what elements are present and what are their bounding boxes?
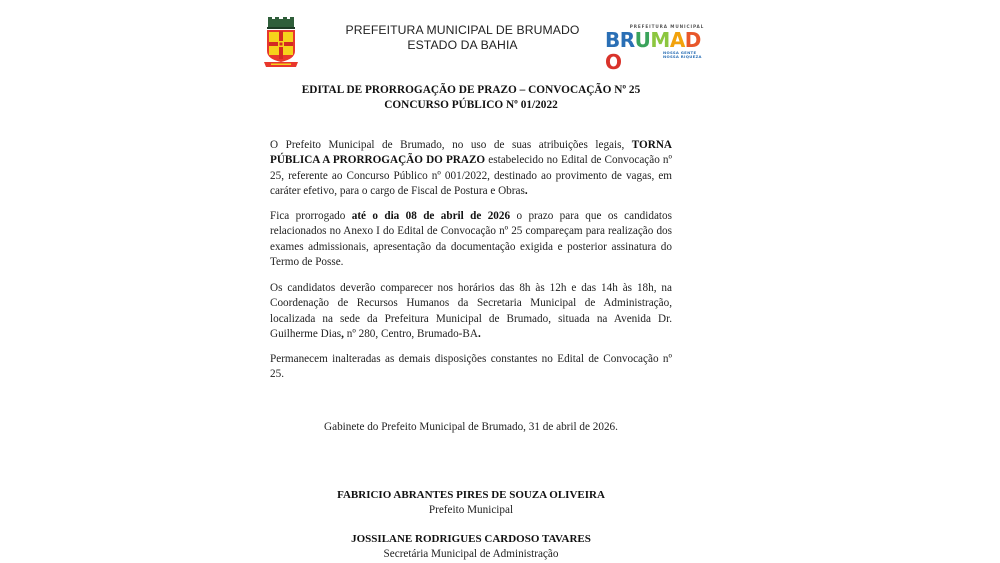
brand-letter: D [684, 28, 701, 52]
brand-tagline [663, 51, 713, 60]
text: o prazo para que os candidatos relacionados no Anexo I do Edital de Convocação nº 25 compareçam para realização dos exames admissionais, apresentação da documentação exigida e posterior assinatura do Termo de Posse. [270, 210, 672, 268]
brand-letter: A [669, 28, 685, 52]
bold-text: , [341, 327, 344, 340]
signatory-role: Prefeito Municipal [428, 503, 514, 516]
text: O Prefeito Municipal de Brumado, no uso de suas atribuições legais, [270, 139, 632, 151]
brand-letter: U [634, 28, 651, 52]
paragraph-deadline [270, 209, 672, 270]
text: nº 280, Centro, Brumado-BA [343, 327, 478, 340]
paragraph-location [270, 281, 672, 342]
tagline-line: NOSSA RIQUEZA [663, 54, 702, 60]
letterhead [330, 23, 595, 53]
brand-letter: M [650, 28, 670, 52]
brand-top-label: PREFEITURA MUNICIPAL [629, 24, 705, 29]
paragraph-announcement [270, 138, 672, 199]
signatory-role: Secretária Municipal de Administração [383, 547, 559, 560]
signature-block-secretary [270, 532, 672, 561]
text: Permanecem inalteradas as demais disposições constantes no Edital de Convocação nº 25. [270, 353, 672, 381]
tagline-line: NOSSA GENTE [663, 50, 697, 55]
signatory-name: FABRICIO ABRANTES PIRES DE SOUZA OLIVEIRA [337, 489, 605, 501]
signatory-name: JOSSILANE RODRIGUES CARDOSO TAVARES [351, 533, 591, 545]
brumado-brand-logo [605, 24, 711, 74]
bold-text: . [524, 184, 528, 197]
paragraph-provisions [270, 352, 672, 383]
brand-letter: O [605, 50, 622, 74]
text: Os candidatos deverão comparecer nos horários das 8h às 12h e das 14h às 18h, na Coordenação de Recursos Humanos da Secretaria Municipal de Administração, localizada na sede da Prefeitura Municipal de Brumado, situada na Avenida Dr. Guilherme Dias [270, 282, 672, 340]
bold-text: . [477, 327, 481, 340]
text: Fica prorrogado [270, 210, 352, 222]
title-line-1: EDITAL DE PRORROGAÇÃO DE PRAZO – CONVOCAÇÃO Nº 25 [301, 84, 641, 96]
document-title [270, 83, 672, 113]
municipal-coat-of-arms-icon [263, 17, 299, 69]
closing-date-line: Gabinete do Prefeito Municipal de Brumado, 31 de abril de 2026. [324, 421, 618, 433]
brand-letter: R [619, 28, 635, 52]
brand-letter: B [605, 28, 620, 52]
title-line-2: CONCURSO PÚBLICO Nº 01/2022 [384, 99, 558, 111]
signature-block-mayor [270, 488, 672, 517]
deadline-date: até o dia 08 de abril de 2026 [351, 210, 511, 222]
text: estabelecido no Edital de Convocação nº 25, referente ao Concurso Público nº 001/2022, destinado ao provimento de vagas, em caráter efetivo, para o cargo de Fiscal de Postura e Obras [270, 154, 672, 197]
municipality-name: PREFEITURA MUNICIPAL DE BRUMADO [345, 23, 580, 37]
bold-text: TORNA PÚBLICA A PRORROGAÇÃO DO PRAZO [270, 139, 672, 167]
state-name: ESTADO DA BAHIA [407, 38, 518, 52]
